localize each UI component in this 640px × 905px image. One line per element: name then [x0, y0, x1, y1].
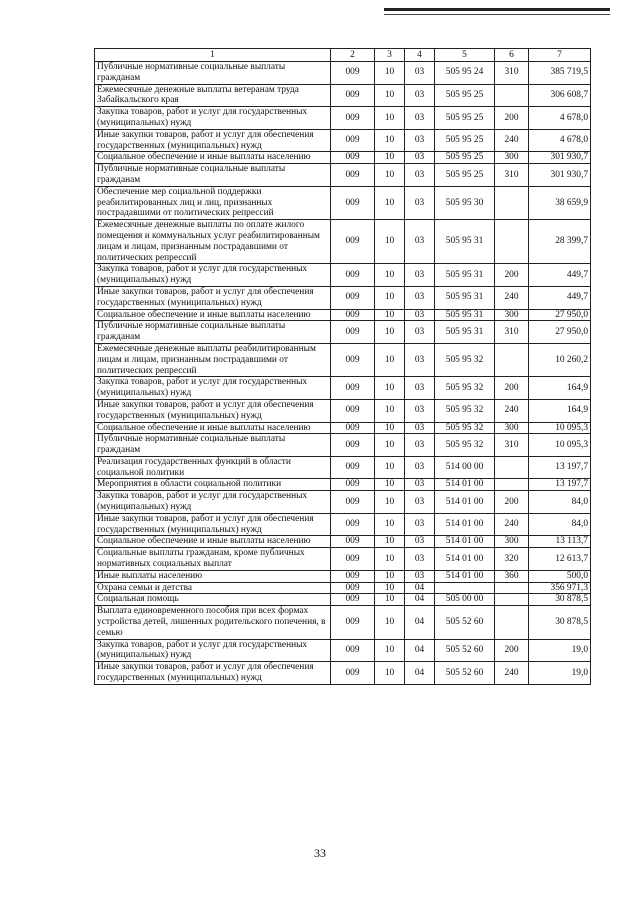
row-expense-type: [495, 84, 529, 107]
row-ministry-code: 009: [331, 321, 375, 344]
row-section-code: 10: [375, 606, 405, 639]
row-amount: 10 095,3: [529, 422, 591, 434]
row-target-article: 505 95 32: [435, 399, 495, 422]
row-ministry-code: 009: [331, 582, 375, 594]
row-target-article: 505 95 32: [435, 422, 495, 434]
row-ministry-code: 009: [331, 594, 375, 606]
table-row: [95, 491, 591, 514]
row-target-article: 505 95 31: [435, 321, 495, 344]
row-subsection-code: 03: [405, 164, 435, 187]
row-amount: 301 930,7: [529, 164, 591, 187]
row-target-article: [435, 582, 495, 594]
row-ministry-code: 009: [331, 399, 375, 422]
row-description: Публичные нормативные социальные выплаты гражданам: [95, 434, 331, 457]
row-amount: 449,7: [529, 264, 591, 287]
row-subsection-code: 03: [405, 107, 435, 130]
row-target-article: 514 01 00: [435, 570, 495, 582]
row-section-code: 10: [375, 422, 405, 434]
row-expense-type: 320: [495, 548, 529, 571]
table-row: [95, 220, 591, 264]
row-ministry-code: 009: [331, 62, 375, 85]
table-row: [95, 422, 591, 434]
row-expense-type: 200: [495, 377, 529, 400]
row-ministry-code: 009: [331, 264, 375, 287]
row-description: Социальное обеспечение и иные выплаты населению: [95, 152, 331, 164]
row-expense-type: [495, 606, 529, 639]
row-description: Ежемесячные денежные выплаты ветеранам труда Забайкальского края: [95, 84, 331, 107]
row-target-article: 505 95 31: [435, 220, 495, 264]
table-row: [95, 606, 591, 639]
row-ministry-code: 009: [331, 84, 375, 107]
row-description: Охрана семьи и детства: [95, 582, 331, 594]
column-header: 4: [405, 49, 435, 62]
row-description: Ежемесячные денежные выплаты по оплате жилого помещения и коммунальных услуг реабилитированным лицам и лицам, признанным пострадавшими от политических репрессий: [95, 220, 331, 264]
row-target-article: 505 95 31: [435, 264, 495, 287]
row-target-article: 514 01 00: [435, 536, 495, 548]
row-expense-type: 310: [495, 434, 529, 457]
table-row: [95, 129, 591, 152]
table-row: [95, 479, 591, 491]
row-ministry-code: 009: [331, 479, 375, 491]
row-expense-type: 240: [495, 129, 529, 152]
row-description: Иные закупки товаров, работ и услуг для обеспечения государственных (муниципальных) нужд: [95, 129, 331, 152]
row-target-article: 505 95 25: [435, 129, 495, 152]
row-ministry-code: 009: [331, 286, 375, 309]
header-row: [95, 49, 591, 62]
row-ministry-code: 009: [331, 152, 375, 164]
row-expense-type: 240: [495, 513, 529, 536]
row-description: Иные закупки товаров, работ и услуг для обеспечения государственных (муниципальных) нужд: [95, 513, 331, 536]
table-row: [95, 186, 591, 219]
row-expense-type: 310: [495, 321, 529, 344]
row-subsection-code: 03: [405, 479, 435, 491]
row-section-code: 10: [375, 456, 405, 479]
row-description: Ежемесячные денежные выплаты реабилитированным лицам и лицам, признанным пострадавшими от политических репрессий: [95, 343, 331, 376]
row-target-article: 514 01 00: [435, 491, 495, 514]
row-expense-type: 200: [495, 107, 529, 130]
row-target-article: 505 95 32: [435, 377, 495, 400]
row-section-code: 10: [375, 264, 405, 287]
table-row: [95, 570, 591, 582]
table-row: [95, 321, 591, 344]
row-subsection-code: 03: [405, 491, 435, 514]
row-description: Реализация государственных функций в области социальной политики: [95, 456, 331, 479]
table-row: [95, 164, 591, 187]
row-subsection-code: 03: [405, 186, 435, 219]
row-expense-type: 200: [495, 491, 529, 514]
table-row: [95, 84, 591, 107]
row-ministry-code: 009: [331, 220, 375, 264]
row-description: Иные закупки товаров, работ и услуг для обеспечения государственных (муниципальных) нужд: [95, 286, 331, 309]
header-rule-thin: [384, 14, 610, 15]
row-target-article: 505 95 25: [435, 107, 495, 130]
row-section-code: 10: [375, 84, 405, 107]
row-amount: 38 659,9: [529, 186, 591, 219]
table-row: [95, 343, 591, 376]
row-amount: 19,0: [529, 662, 591, 685]
row-description: Социальное обеспечение и иные выплаты населению: [95, 536, 331, 548]
row-subsection-code: 03: [405, 152, 435, 164]
row-target-article: 505 95 31: [435, 286, 495, 309]
table-row: [95, 456, 591, 479]
row-subsection-code: 03: [405, 264, 435, 287]
row-subsection-code: 03: [405, 129, 435, 152]
row-expense-type: 300: [495, 422, 529, 434]
row-expense-type: 200: [495, 264, 529, 287]
table-body: [95, 62, 591, 685]
row-section-code: 10: [375, 286, 405, 309]
row-description: Публичные нормативные социальные выплаты гражданам: [95, 321, 331, 344]
row-description: Публичные нормативные социальные выплаты гражданам: [95, 164, 331, 187]
row-section-code: 10: [375, 377, 405, 400]
row-expense-type: 310: [495, 62, 529, 85]
row-section-code: 10: [375, 582, 405, 594]
row-section-code: 10: [375, 570, 405, 582]
table-row: [95, 536, 591, 548]
row-ministry-code: 009: [331, 548, 375, 571]
row-section-code: 10: [375, 399, 405, 422]
row-subsection-code: 03: [405, 377, 435, 400]
row-subsection-code: 03: [405, 434, 435, 457]
row-section-code: 10: [375, 639, 405, 662]
row-ministry-code: 009: [331, 456, 375, 479]
row-section-code: 10: [375, 434, 405, 457]
row-target-article: 505 52 60: [435, 606, 495, 639]
row-section-code: 10: [375, 107, 405, 130]
column-header: 2: [331, 49, 375, 62]
row-expense-type: [495, 594, 529, 606]
row-section-code: 10: [375, 662, 405, 685]
row-ministry-code: 009: [331, 343, 375, 376]
row-amount: 13 113,7: [529, 536, 591, 548]
row-subsection-code: 03: [405, 220, 435, 264]
table-row: [95, 582, 591, 594]
column-header: 1: [95, 49, 331, 62]
column-header: 3: [375, 49, 405, 62]
row-target-article: 505 95 32: [435, 343, 495, 376]
row-target-article: 505 00 00: [435, 594, 495, 606]
row-amount: 30 878,5: [529, 594, 591, 606]
row-description: Иные закупки товаров, работ и услуг для обеспечения государственных (муниципальных) нужд: [95, 662, 331, 685]
row-amount: 84,0: [529, 513, 591, 536]
row-description: Закупка товаров, работ и услуг для государственных (муниципальных) нужд: [95, 377, 331, 400]
row-subsection-code: 03: [405, 62, 435, 85]
row-amount: 164,9: [529, 377, 591, 400]
row-expense-type: 240: [495, 662, 529, 685]
row-section-code: 10: [375, 129, 405, 152]
table-row: [95, 548, 591, 571]
row-description: Социальное обеспечение и иные выплаты населению: [95, 422, 331, 434]
row-description: Закупка товаров, работ и услуг для государственных (муниципальных) нужд: [95, 107, 331, 130]
row-expense-type: [495, 220, 529, 264]
row-section-code: 10: [375, 548, 405, 571]
row-section-code: 10: [375, 513, 405, 536]
row-ministry-code: 009: [331, 491, 375, 514]
row-ministry-code: 009: [331, 422, 375, 434]
table-row: [95, 513, 591, 536]
row-target-article: 505 95 30: [435, 186, 495, 219]
row-description: Обеспечение мер социальной поддержки реабилитированных лиц и лиц, признанных пострадавшими от политических репрессий: [95, 186, 331, 219]
row-subsection-code: 03: [405, 536, 435, 548]
row-description: Закупка товаров, работ и услуг для государственных (муниципальных) нужд: [95, 639, 331, 662]
row-amount: 449,7: [529, 286, 591, 309]
row-description: Социальная помощь: [95, 594, 331, 606]
row-expense-type: 300: [495, 309, 529, 321]
row-subsection-code: 04: [405, 606, 435, 639]
row-expense-type: [495, 456, 529, 479]
row-description: Иные закупки товаров, работ и услуг для обеспечения государственных (муниципальных) нужд: [95, 399, 331, 422]
row-ministry-code: 009: [331, 129, 375, 152]
row-expense-type: [495, 343, 529, 376]
row-section-code: 10: [375, 164, 405, 187]
row-amount: 30 878,5: [529, 606, 591, 639]
row-amount: 10 095,3: [529, 434, 591, 457]
row-ministry-code: 009: [331, 107, 375, 130]
row-target-article: 505 52 60: [435, 662, 495, 685]
table-row: [95, 309, 591, 321]
table-row: [95, 62, 591, 85]
row-ministry-code: 009: [331, 186, 375, 219]
row-ministry-code: 009: [331, 639, 375, 662]
row-ministry-code: 009: [331, 536, 375, 548]
row-expense-type: 360: [495, 570, 529, 582]
table-row: [95, 152, 591, 164]
row-section-code: 10: [375, 220, 405, 264]
row-target-article: 514 00 00: [435, 456, 495, 479]
row-target-article: 505 95 25: [435, 152, 495, 164]
table-row: [95, 639, 591, 662]
row-subsection-code: 04: [405, 662, 435, 685]
row-expense-type: [495, 582, 529, 594]
row-section-code: 10: [375, 321, 405, 344]
row-amount: 28 399,7: [529, 220, 591, 264]
row-amount: 356 971,3: [529, 582, 591, 594]
table-row: [95, 434, 591, 457]
row-target-article: 505 95 31: [435, 309, 495, 321]
row-subsection-code: 03: [405, 84, 435, 107]
row-amount: 4 678,0: [529, 129, 591, 152]
row-expense-type: 240: [495, 399, 529, 422]
row-section-code: 10: [375, 479, 405, 491]
row-section-code: 10: [375, 186, 405, 219]
row-subsection-code: 04: [405, 639, 435, 662]
row-target-article: 505 95 25: [435, 84, 495, 107]
row-subsection-code: 03: [405, 309, 435, 321]
row-subsection-code: 03: [405, 321, 435, 344]
row-target-article: 505 95 24: [435, 62, 495, 85]
row-amount: 164,9: [529, 399, 591, 422]
row-expense-type: 300: [495, 536, 529, 548]
row-amount: 301 930,7: [529, 152, 591, 164]
row-expense-type: 240: [495, 286, 529, 309]
column-header: 5: [435, 49, 495, 62]
row-ministry-code: 009: [331, 513, 375, 536]
table-row: [95, 662, 591, 685]
row-amount: 4 678,0: [529, 107, 591, 130]
row-expense-type: 310: [495, 164, 529, 187]
row-amount: 27 950,0: [529, 321, 591, 344]
row-amount: 84,0: [529, 491, 591, 514]
row-subsection-code: 03: [405, 456, 435, 479]
row-ministry-code: 009: [331, 377, 375, 400]
row-amount: 13 197,7: [529, 456, 591, 479]
row-section-code: 10: [375, 62, 405, 85]
row-amount: 10 260,2: [529, 343, 591, 376]
row-description: Социальные выплаты гражданам, кроме публичных нормативных социальных выплат: [95, 548, 331, 571]
column-header: 6: [495, 49, 529, 62]
row-section-code: 10: [375, 152, 405, 164]
row-ministry-code: 009: [331, 606, 375, 639]
row-amount: 306 608,7: [529, 84, 591, 107]
table-row: [95, 264, 591, 287]
header-rule: [384, 8, 610, 11]
row-amount: 500,0: [529, 570, 591, 582]
row-expense-type: [495, 186, 529, 219]
table-row: [95, 377, 591, 400]
column-header: 7: [529, 49, 591, 62]
row-section-code: 10: [375, 309, 405, 321]
row-section-code: 10: [375, 594, 405, 606]
table-row: [95, 399, 591, 422]
row-subsection-code: 04: [405, 582, 435, 594]
row-target-article: 514 01 00: [435, 548, 495, 571]
row-expense-type: 200: [495, 639, 529, 662]
row-amount: 13 197,7: [529, 479, 591, 491]
row-subsection-code: 03: [405, 548, 435, 571]
row-amount: 19,0: [529, 639, 591, 662]
row-ministry-code: 009: [331, 434, 375, 457]
page-number: 33: [314, 846, 326, 860]
budget-table: [94, 48, 591, 685]
row-target-article: 505 95 32: [435, 434, 495, 457]
row-expense-type: 300: [495, 152, 529, 164]
row-amount: 12 613,7: [529, 548, 591, 571]
row-description: Иные выплаты населению: [95, 570, 331, 582]
row-section-code: 10: [375, 491, 405, 514]
row-subsection-code: 03: [405, 286, 435, 309]
row-subsection-code: 03: [405, 570, 435, 582]
row-description: Закупка товаров, работ и услуг для государственных (муниципальных) нужд: [95, 491, 331, 514]
row-description: Мероприятия в области социальной политики: [95, 479, 331, 491]
row-ministry-code: 009: [331, 309, 375, 321]
row-target-article: 505 95 25: [435, 164, 495, 187]
row-target-article: 514 01 00: [435, 513, 495, 536]
row-ministry-code: 009: [331, 164, 375, 187]
table-header: [95, 49, 591, 62]
row-amount: 385 719,5: [529, 62, 591, 85]
table-row: [95, 286, 591, 309]
row-section-code: 10: [375, 343, 405, 376]
row-expense-type: [495, 479, 529, 491]
row-ministry-code: 009: [331, 662, 375, 685]
row-description: Выплата единовременного пособия при всех формах устройства детей, лишенных родительского попечения, в семью: [95, 606, 331, 639]
row-subsection-code: 03: [405, 343, 435, 376]
row-subsection-code: 04: [405, 594, 435, 606]
row-target-article: 505 52 60: [435, 639, 495, 662]
row-subsection-code: 03: [405, 513, 435, 536]
row-description: Публичные нормативные социальные выплаты гражданам: [95, 62, 331, 85]
row-section-code: 10: [375, 536, 405, 548]
row-target-article: 514 01 00: [435, 479, 495, 491]
row-description: Закупка товаров, работ и услуг для государственных (муниципальных) нужд: [95, 264, 331, 287]
row-ministry-code: 009: [331, 570, 375, 582]
row-amount: 27 950,0: [529, 309, 591, 321]
row-subsection-code: 03: [405, 399, 435, 422]
row-subsection-code: 03: [405, 422, 435, 434]
row-description: Социальное обеспечение и иные выплаты населению: [95, 309, 331, 321]
table-row: [95, 594, 591, 606]
table-row: [95, 107, 591, 130]
